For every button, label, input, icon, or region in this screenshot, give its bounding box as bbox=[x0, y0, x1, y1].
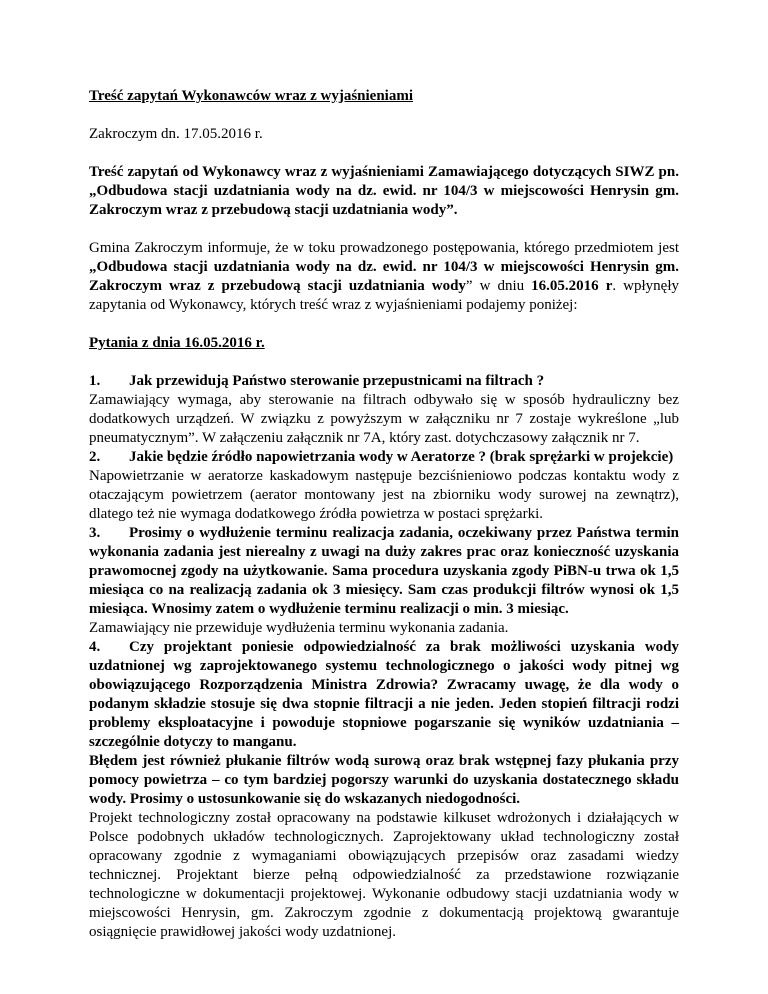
question-text: Jak przewidują Państwo sterowanie przepustnicami na filtrach ? bbox=[129, 373, 545, 389]
answer-2: Napowietrzanie w aeratorze kaskadowym następuje bezciśnieniowo podczas kontaktu wody z otaczającym powietrzem (aerator montowany jest na zbiorniku wody surowej na zewnątrz), dlatego też nie wymaga dodatkowego źródła powietrza w postaci sprężarki. bbox=[89, 468, 679, 522]
intro-paragraph bbox=[89, 239, 679, 315]
date-line: Zakroczym dn. 17.05.2016 r. bbox=[89, 126, 263, 142]
answer-4: Projekt technologiczny został opracowany na podstawie kilkuset wdrożonych i działających w Polsce podobnych układów technologicznych. Zaprojektowany układ technologiczny został opracowany zgodnie z wymaganiami obowiązujących przepisów oraz zasadami wiedzy technicznej. Projektant bierze pełną odpowiedzialność za przedstawione rozwiązanie technologiczne w dokumentacji projektowej. Wykonanie odbudowy stacji uzdatniania wody w miejscowości Henrysin, gm. Zakroczym zgodnie z dokumentacją projektową gwarantuje osiągnięcie prawidłowej jakości wody uzdatnionej. bbox=[89, 810, 679, 940]
answer-3: Zamawiający nie przewiduje wydłużenia terminu wykonania zadania. bbox=[89, 620, 509, 636]
question-2 bbox=[89, 448, 679, 467]
question-number: 2. bbox=[89, 449, 101, 465]
question-number: 4. bbox=[89, 639, 101, 655]
intro-project-name: „Odbudowa stacji uzdatniania wody na dz. ewid. nr 104/3 w miejscowości Henrysin gm. Zakroczym wraz z przebudową stacji uzdatniania wody bbox=[89, 259, 679, 294]
question-4 bbox=[89, 638, 679, 752]
questions-heading: Pytania z dnia 16.05.2016 r. bbox=[89, 335, 265, 351]
question-4-extra: Błędem jest również płukanie filtrów wodą surową oraz brak wstępnej fazy płukania przy pomocy powietrza – co tym bardziej pogorszy warunki do uzyskania dostatecznego składu wody. Prosimy o ustosunkowanie się do wskazanych niedogodności. bbox=[89, 753, 679, 807]
subject-paragraph: Treść zapytań od Wykonawcy wraz z wyjaśnieniami Zamawiającego dotyczących SIWZ pn. „Odbudowa stacji uzdatniania wody na dz. ewid. nr 104/3 w miejscowości Henrysin gm. Zakroczym wraz z przebudową stacji uzdatniania wody”. bbox=[89, 164, 679, 218]
intro-text-2: ” w dniu bbox=[465, 278, 532, 294]
question-text: Prosimy o wydłużenie terminu realizacja zadania, oczekiwany przez Państwa termin wykonania zadania jest nierealny z uwagi na duży zakres prac oraz konieczność uzyskania prawomocnej zgody na użytkowanie. Sama procedura uzyskania zgody PiBN-u trwa ok 1,5 miesiąca co na realizacją zadania ok 3 miesięcy. Sam czas produkcji filtrów wynosi ok 1,5 miesiąca. Wnosimy zatem o wydłużenie terminu realizacji o min. 3 miesiąc. bbox=[89, 525, 679, 617]
question-number: 1. bbox=[89, 373, 101, 389]
question-3 bbox=[89, 524, 679, 619]
question-1 bbox=[89, 372, 679, 391]
question-number: 3. bbox=[89, 525, 101, 541]
intro-date: 16.05.2016 r bbox=[531, 278, 613, 294]
answer-1: Zamawiający wymaga, aby sterowanie na filtrach odbywało się w sposób hydrauliczny bez dodatkowych urządzeń. W związku z powyższym w załączniku nr 7 zostaje wykreślone „lub pneumatycznym”. W załączeniu załącznik nr 7A, który zast. dotychczasowy załącznik nr 7. bbox=[89, 392, 679, 446]
intro-text-3: . wpłynęły zapytania od Wykonawcy, których treść wraz z wyjaśnieniami podajemy poniżej: bbox=[89, 278, 679, 313]
document-page bbox=[89, 87, 679, 942]
document-title: Treść zapytań Wykonawców wraz z wyjaśnieniami bbox=[89, 88, 414, 104]
question-text: Jakie będzie źródło napowietrzania wody w Aeratorze ? (brak sprężarki w projekcie) bbox=[129, 449, 674, 465]
question-text: Czy projektant poniesie odpowiedzialność za brak możliwości uzyskania wody uzdatnionej wg zaprojektowanego systemu technologicznego o jakości wody pitnej wg obowiązującego Rozporządzenia Ministra Zdrowia? Zwracamy uwagę, że dla wody o podanym składzie stosuje się dwa stopnie filtracji a nie jeden. Jeden stopień filtracji rodzi problemy eksploatacyjne i powoduje stopniowe pogarszanie się wyników uzdatniania – szczególnie dotyczy to manganu. bbox=[89, 639, 679, 750]
intro-text-1: Gmina Zakroczym informuje, że w toku prowadzonego postępowania, którego przedmiotem jest bbox=[89, 240, 679, 256]
